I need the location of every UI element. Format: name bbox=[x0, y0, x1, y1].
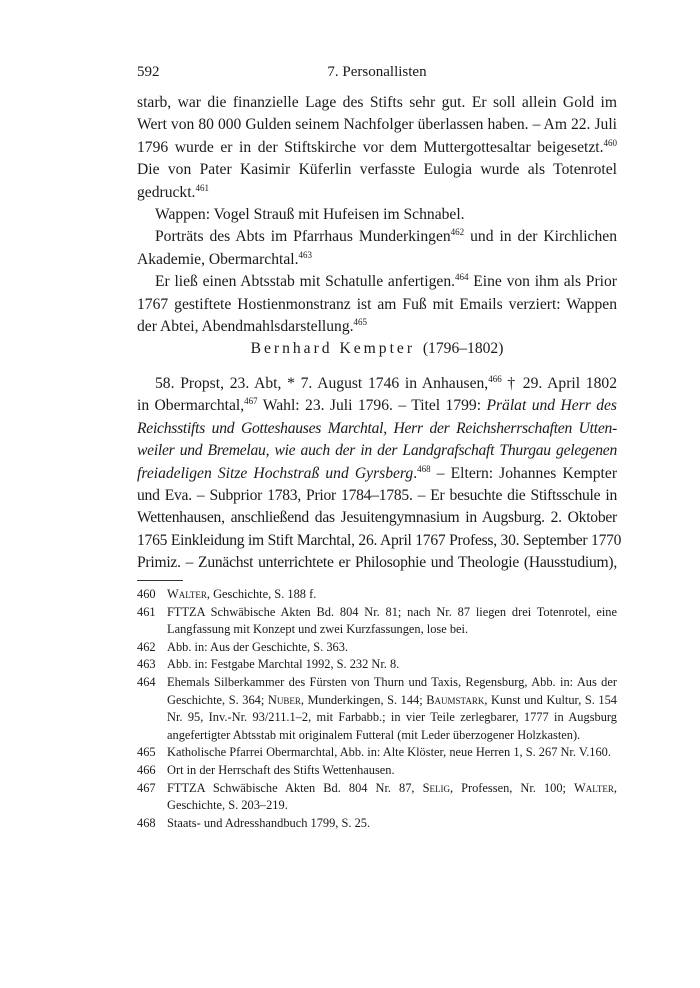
paragraph: Wappen: Vogel Strauß mit Hufeisen im Schnabel. bbox=[155, 206, 465, 224]
footnote-ref[interactable]: 465 bbox=[353, 316, 368, 327]
text-line: 58. Propst, 23. Abt, * 7. August 1746 in Anhausen,$^{466}$ † 29. April 1802 bbox=[155, 373, 617, 392]
footnote-number: 461 bbox=[137, 604, 156, 619]
footnote: 461 FTTZA Schwäbische Akten Bd. 804 Nr. 81; nach Nr. 87 liegen drei Totenrotel, eine Langfassung mit Konzept und zwei Kurzfassungen, lose bei. bbox=[137, 604, 617, 637]
footnote: 466 Ort in der Herrschaft des Stifts Wettenhausen. bbox=[137, 762, 617, 780]
text-line: in Obermarchtal,$^{467}$ Wahl: 23. Juli 1796. – Titel 1799: Prälat und Herr des bbox=[137, 396, 617, 415]
running-header bbox=[137, 64, 617, 84]
footnote-number: 466 bbox=[137, 762, 156, 777]
footnote-ref[interactable]: 467 bbox=[244, 396, 258, 407]
footnote-separator bbox=[137, 580, 183, 581]
footnote-ref[interactable]: 461 bbox=[195, 182, 209, 193]
heading-name: Bernhard Kempter bbox=[250, 340, 416, 357]
footnote-number: 468 bbox=[137, 815, 156, 830]
biography-entry bbox=[137, 373, 622, 575]
footnote-ref[interactable]: 468 bbox=[417, 463, 431, 474]
footnote: 462 Abb. in: Aus der Geschichte, S. 363. bbox=[137, 639, 617, 657]
footnote-number: 462 bbox=[137, 639, 156, 654]
text-line: weiler und Bremelau, wie auch der in der Landgrafschaft Thurgau gelegenen bbox=[137, 442, 617, 460]
footnote-ref[interactable]: 462 bbox=[450, 227, 465, 238]
footnote: 460 Walter, Geschichte, S. 188 f. bbox=[137, 586, 617, 604]
footnote-number: 467 bbox=[137, 780, 156, 795]
footnote: 463 Abb. in: Festgabe Marchtal 1992, S. 232 Nr. 8. bbox=[137, 656, 617, 674]
body-text-continued bbox=[137, 92, 617, 338]
footnote-ref[interactable]: 460 bbox=[603, 137, 617, 148]
footnote-ref[interactable]: 463 bbox=[298, 249, 312, 260]
paragraph: starb, war die finanzielle Lage des Stifts sehr gut. Er soll allein Gold im Wert von 80 000 Gulden seinem Nachfolger überlassen haben. – Am 22. Juli 1796 wurde er in der Stiftskirche vor dem Muttergottesaltar beigesetzt.$^{460}$ Die von Pater Kasimir Küferlin verfasste Eulogia wurde als Totenrotel gedruckt.$^{461}$ bbox=[137, 94, 617, 201]
footnote-number: 465 bbox=[137, 745, 156, 760]
text-line: 1765 Einkleidung im Stift Marchtal, 26. April 1767 Profess, 30. September 1770 bbox=[137, 531, 622, 549]
text-line: freiadeligen Sitze Hochstraß und Gyrsberg.$^{468}$ – Eltern: Johannes Kempter bbox=[137, 463, 618, 482]
footnote-number: 463 bbox=[137, 657, 156, 672]
footnote-ref[interactable]: 466 bbox=[488, 373, 502, 384]
footnote-number: 460 bbox=[137, 587, 156, 601]
heading-years: (1796–1802) bbox=[422, 340, 504, 357]
text-line: Primiz. – Zunächst unterrichtete er Philosophie und Theologie (Hausstudium), bbox=[137, 554, 617, 572]
paragraph: Porträts des Abts im Pfarrhaus Munderkingen$^{462}$ und in der Kirchlichen Akademie, Obermarchtal.$^{463}$ bbox=[137, 227, 617, 268]
paragraph: Er ließ einen Abtsstab mit Schatulle anfertigen.$^{464}$ Eine von ihm als Prior 1767 gestiftete Hostienmonstranz ist am Fuß mit Emails verziert: Wappen der Abtei, Abendmahlsdarstellung.$^{465}$ bbox=[137, 272, 617, 336]
footnote: 468 Staats- und Adresshandbuch 1799, S. 25. bbox=[137, 815, 617, 833]
footnote: 467 FTTZA Schwäbische Akten Bd. 804 Nr. 87, Selig, Professen, Nr. 100; Walter, Geschichte, S. 203–219. bbox=[137, 780, 617, 813]
chapter-title: 7. Personallisten bbox=[327, 64, 427, 80]
footnotes bbox=[137, 586, 617, 832]
section-heading bbox=[137, 340, 617, 358]
text-line: Wettenhausen, anschließend das Jesuitengymnasium in Augsburg. 2. Oktober bbox=[137, 509, 617, 527]
footnote-ref[interactable]: 464 bbox=[455, 272, 469, 283]
footnote: 464 Ehemals Silberkammer des Fürsten von Thurn und Taxis, Regensburg, Abb. in: Aus der Geschichte, S. 364; Nuber, Munderkingen, S. 144; Baumstark, Kunst und Kultur, S. 154 Nr. 95, Inv.-Nr. 93/211.1–2, mit Farbabb.; in vier Teile zerlegbarer, 1777 in Augsburg angefertigter Abtsstab mit originalem Futteral (mit Leder überzogener Holzkasten). bbox=[137, 674, 618, 742]
text-line: und Eva. – Subprior 1783, Prior 1784–1785. – Er besuchte die Stiftsschule in bbox=[137, 487, 617, 505]
page-number: 592 bbox=[137, 64, 160, 80]
footnote: 465 Katholische Pfarrei Obermarchtal, Abb. in: Alte Klöster, neue Herren 1, S. 267 Nr. V.160. bbox=[137, 744, 617, 762]
text-line: Reichsstifts und Gotteshauses Marchtal, Herr der Reichsherrschaften Utten- bbox=[137, 419, 617, 437]
footnote-number: 464 bbox=[137, 674, 156, 689]
